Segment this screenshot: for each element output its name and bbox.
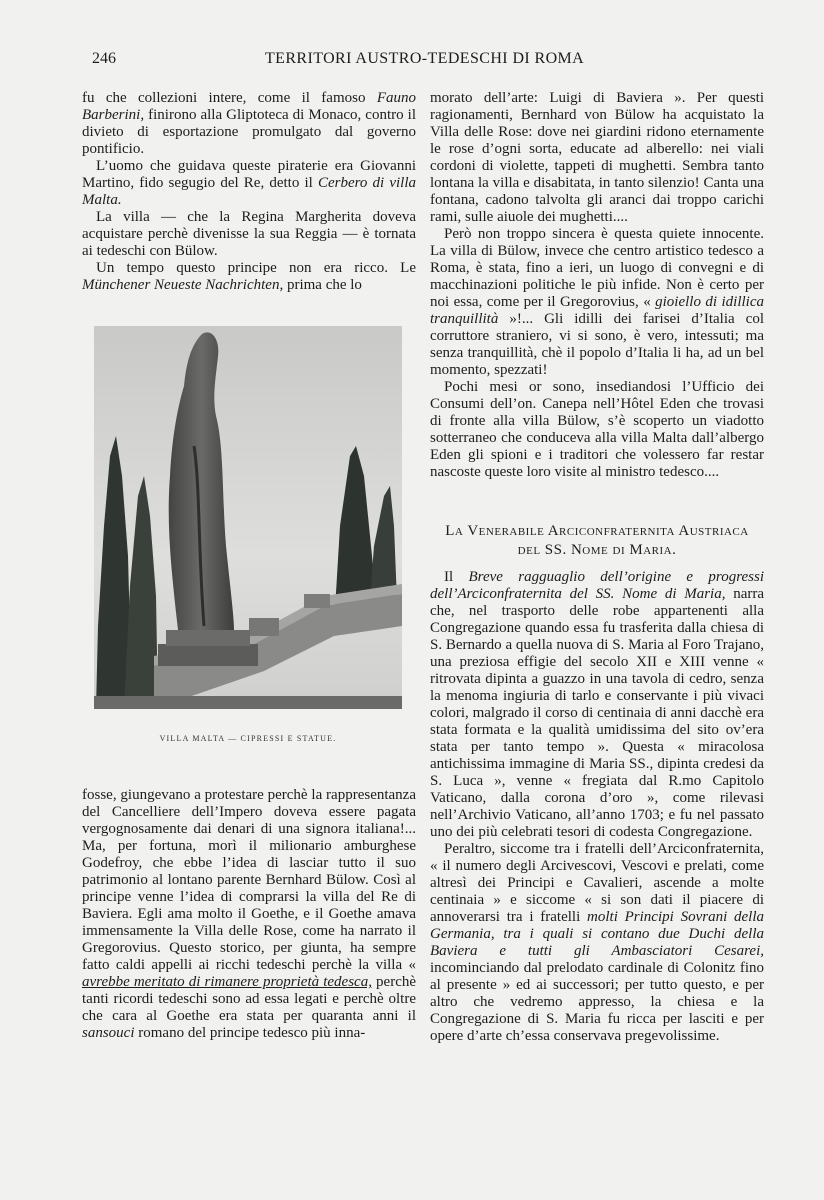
- italic-quote: gioiello di idillica tranquillità: [430, 294, 764, 327]
- paragraph: [82, 90, 416, 158]
- paragraph: Pochi mesi or sono, insediandosi l’Ufficio dei Consumi dell’on. Canepa nell’Hôtel Eden che trovasi di fronte alla villa Bülow, s’è scoperto un viadotto sotterraneo che conduceva alla villa Malta dall’albergo Eden gli spioni e i traditori che volessero far restar nascoste queste loro visite al ministro tedesco....: [430, 379, 764, 480]
- section-heading-line: La Venerabile Arciconfraternita Austriaca: [445, 523, 749, 539]
- text: Un tempo questo principe non era ricco. Le: [96, 260, 416, 276]
- text: finirono alla Gliptoteca di Monaco, contro il divieto di esportazione promulgato dal governo pontificio.: [82, 107, 416, 157]
- italic-title: Breve ragguaglio dell’origine e progressi dell’Arciconfraternita del SS. Nome di Maria,: [430, 569, 764, 602]
- paragraph: [82, 260, 416, 294]
- right-column: [430, 90, 764, 481]
- text: fosse, giungevano a protestare perchè la rappresentanza del Cancelliere dell’Impero doveva essere pagata vergognosamente dai denari di una signora italiana!... Ma, per fortuna, morì il milionario amburghese Godefroy, che ebbe l’idea di lasciar tutto il suo patrimonio al lontano parente Bernhard Bülow. Così al principe venne l’idea di comprarsi la villa del Re di Baviera. Egli ama molto il Goethe, e il Goethe amava immensamente la Villa delle Rose, come ha narrato il Gregorovius. Questo storico, per giunta, ha sempre fatto caldi appelli ai ricchi tedeschi perchè la villa «: [82, 787, 416, 973]
- italic-title: Münchener Neueste Nachrichten,: [82, 277, 284, 293]
- text: »!... Gli idilli dei farisei d’Italia col corruttore straniero, vi si sono, è vero, intessuti; ma senza tranquillità, chè il popolo d’Italia li ha, ad un bel momento, spezzati!: [430, 311, 764, 378]
- italic-text: molti Principi Sovrani della Germania, tra i quali si contano due Duchi della Baviera e tutti gli Ambasciatori Cesarei,: [430, 909, 764, 959]
- text: Peraltro, siccome tra i fratelli dell’Arciconfraternita, « il numero degli Arcivescovi, Vescovi e prelati, come altresì dei Principi e Cavalieri, ascende a molte centinaia » e siccome « si son dati il piacere di annoverarsi tra i fratelli: [430, 841, 764, 925]
- text: perchè tanti ricordi tedeschi sono ad essa legati e perchè oltre che cara al Goethe era stata per quaranta anni il: [82, 974, 417, 1024]
- text: prima che lo: [283, 277, 362, 293]
- villa-malta-photograph: [94, 326, 402, 709]
- paragraph: [430, 569, 764, 841]
- section-heading-line: del SS. Nome di Maria.: [517, 542, 677, 558]
- italic-title: Fauno Barberini,: [82, 90, 416, 123]
- paragraph: [82, 787, 416, 1042]
- left-column-top: [82, 90, 416, 294]
- italic-word: sansouci: [82, 1025, 135, 1041]
- running-head: TERRITORI AUSTRO-TEDESCHI DI ROMA: [265, 50, 585, 67]
- paragraph: [430, 841, 764, 1045]
- text: incominciando dal prelodato cardinale di Colonitz fino al presente » ed ai successori; per tutto questo, e per altro che vedremo appresso, la chiesa e la Congregazione di S. Maria fu ricca per lasciti e per opere d’arte ch’essa conservava pregevolissime.: [430, 960, 764, 1044]
- paragraph: [430, 226, 764, 379]
- text: narra che, nel trasporto delle robe appartenenti alla Congregazione quando essa fu trasferita dalla chiesa di S. Bernardo a quella nuova di S. Maria al Foro Trajano, una preziosa effigie del secolo XII e XIII venne « ritrovata dipinta a guazzo in una tavola di cedro, senza la menoma ingiuria di tarlo e conservante i più vivaci colori, malgrado il corso di centinaia di anni dacchè era stata formata e la qualità umidissima del sito ov’era stata per tanto tempo ». Questa « miracolosa antichissima immagine di Maria SS., dipinta credesi da S. Luca », venne « fregiata dal R.mo Capitolo Vaticano, dalla corona d’oro », come rilevasi nell’Archivio Vaticano, all’anno 1703; e fu nel passato uno dei più celebrati tesori di codesta Congregazione.: [430, 586, 765, 840]
- italic-text: Cerbero di villa Malta.: [82, 175, 416, 208]
- left-column-bottom: [82, 787, 416, 1042]
- figure-caption: VILLA MALTA — CIPRESSI E STATUE.: [159, 734, 337, 743]
- paragraph: [82, 158, 416, 209]
- section-body: [430, 569, 764, 1045]
- section-heading: [430, 522, 764, 560]
- page-number: 246: [92, 50, 116, 67]
- text: romano del principe tedesco più inna-: [134, 1025, 366, 1041]
- text: Il: [444, 569, 469, 585]
- text: Però non troppo sincera è questa quiete innocente. La villa di Bülow, invece che centro artistico tedesco a Roma, è stata, fino a ieri, un luogo di convegni e di macchinazioni politiche le più infide. Non è certo per noi essa, come per il Gregorovius, «: [430, 226, 764, 310]
- paragraph: La villa — che la Regina Margherita doveva acquistare perchè divenisse la sua Reggia — è tornata ai tedeschi con Bülow.: [82, 209, 416, 259]
- text: fu che collezioni intere, come il famoso: [82, 90, 377, 106]
- italic-quote: avrebbe meritato di rimanere proprietà tedesca,: [82, 974, 372, 990]
- text: L’uomo che guidava queste piraterie era Giovanni Martino, fido segugio del Re, detto il: [82, 158, 416, 191]
- paragraph: morato dell’arte: Luigi di Baviera ». Per questi ragionamenti, Bernhard von Bülow ha acquistato la Villa delle Rose: dove nei giardini ridono eternamente le rose d’ogni sorta, educate ad alberello: nei viali cordoni di violette, tappeti di mughetti. Sembra tanto lontana la villa e disabitata, in tanto silenzio! Canta una fontana, cadono talvolta gli aranci dai troppo carichi rami, sulle aiuole dei mughetti....: [430, 90, 764, 225]
